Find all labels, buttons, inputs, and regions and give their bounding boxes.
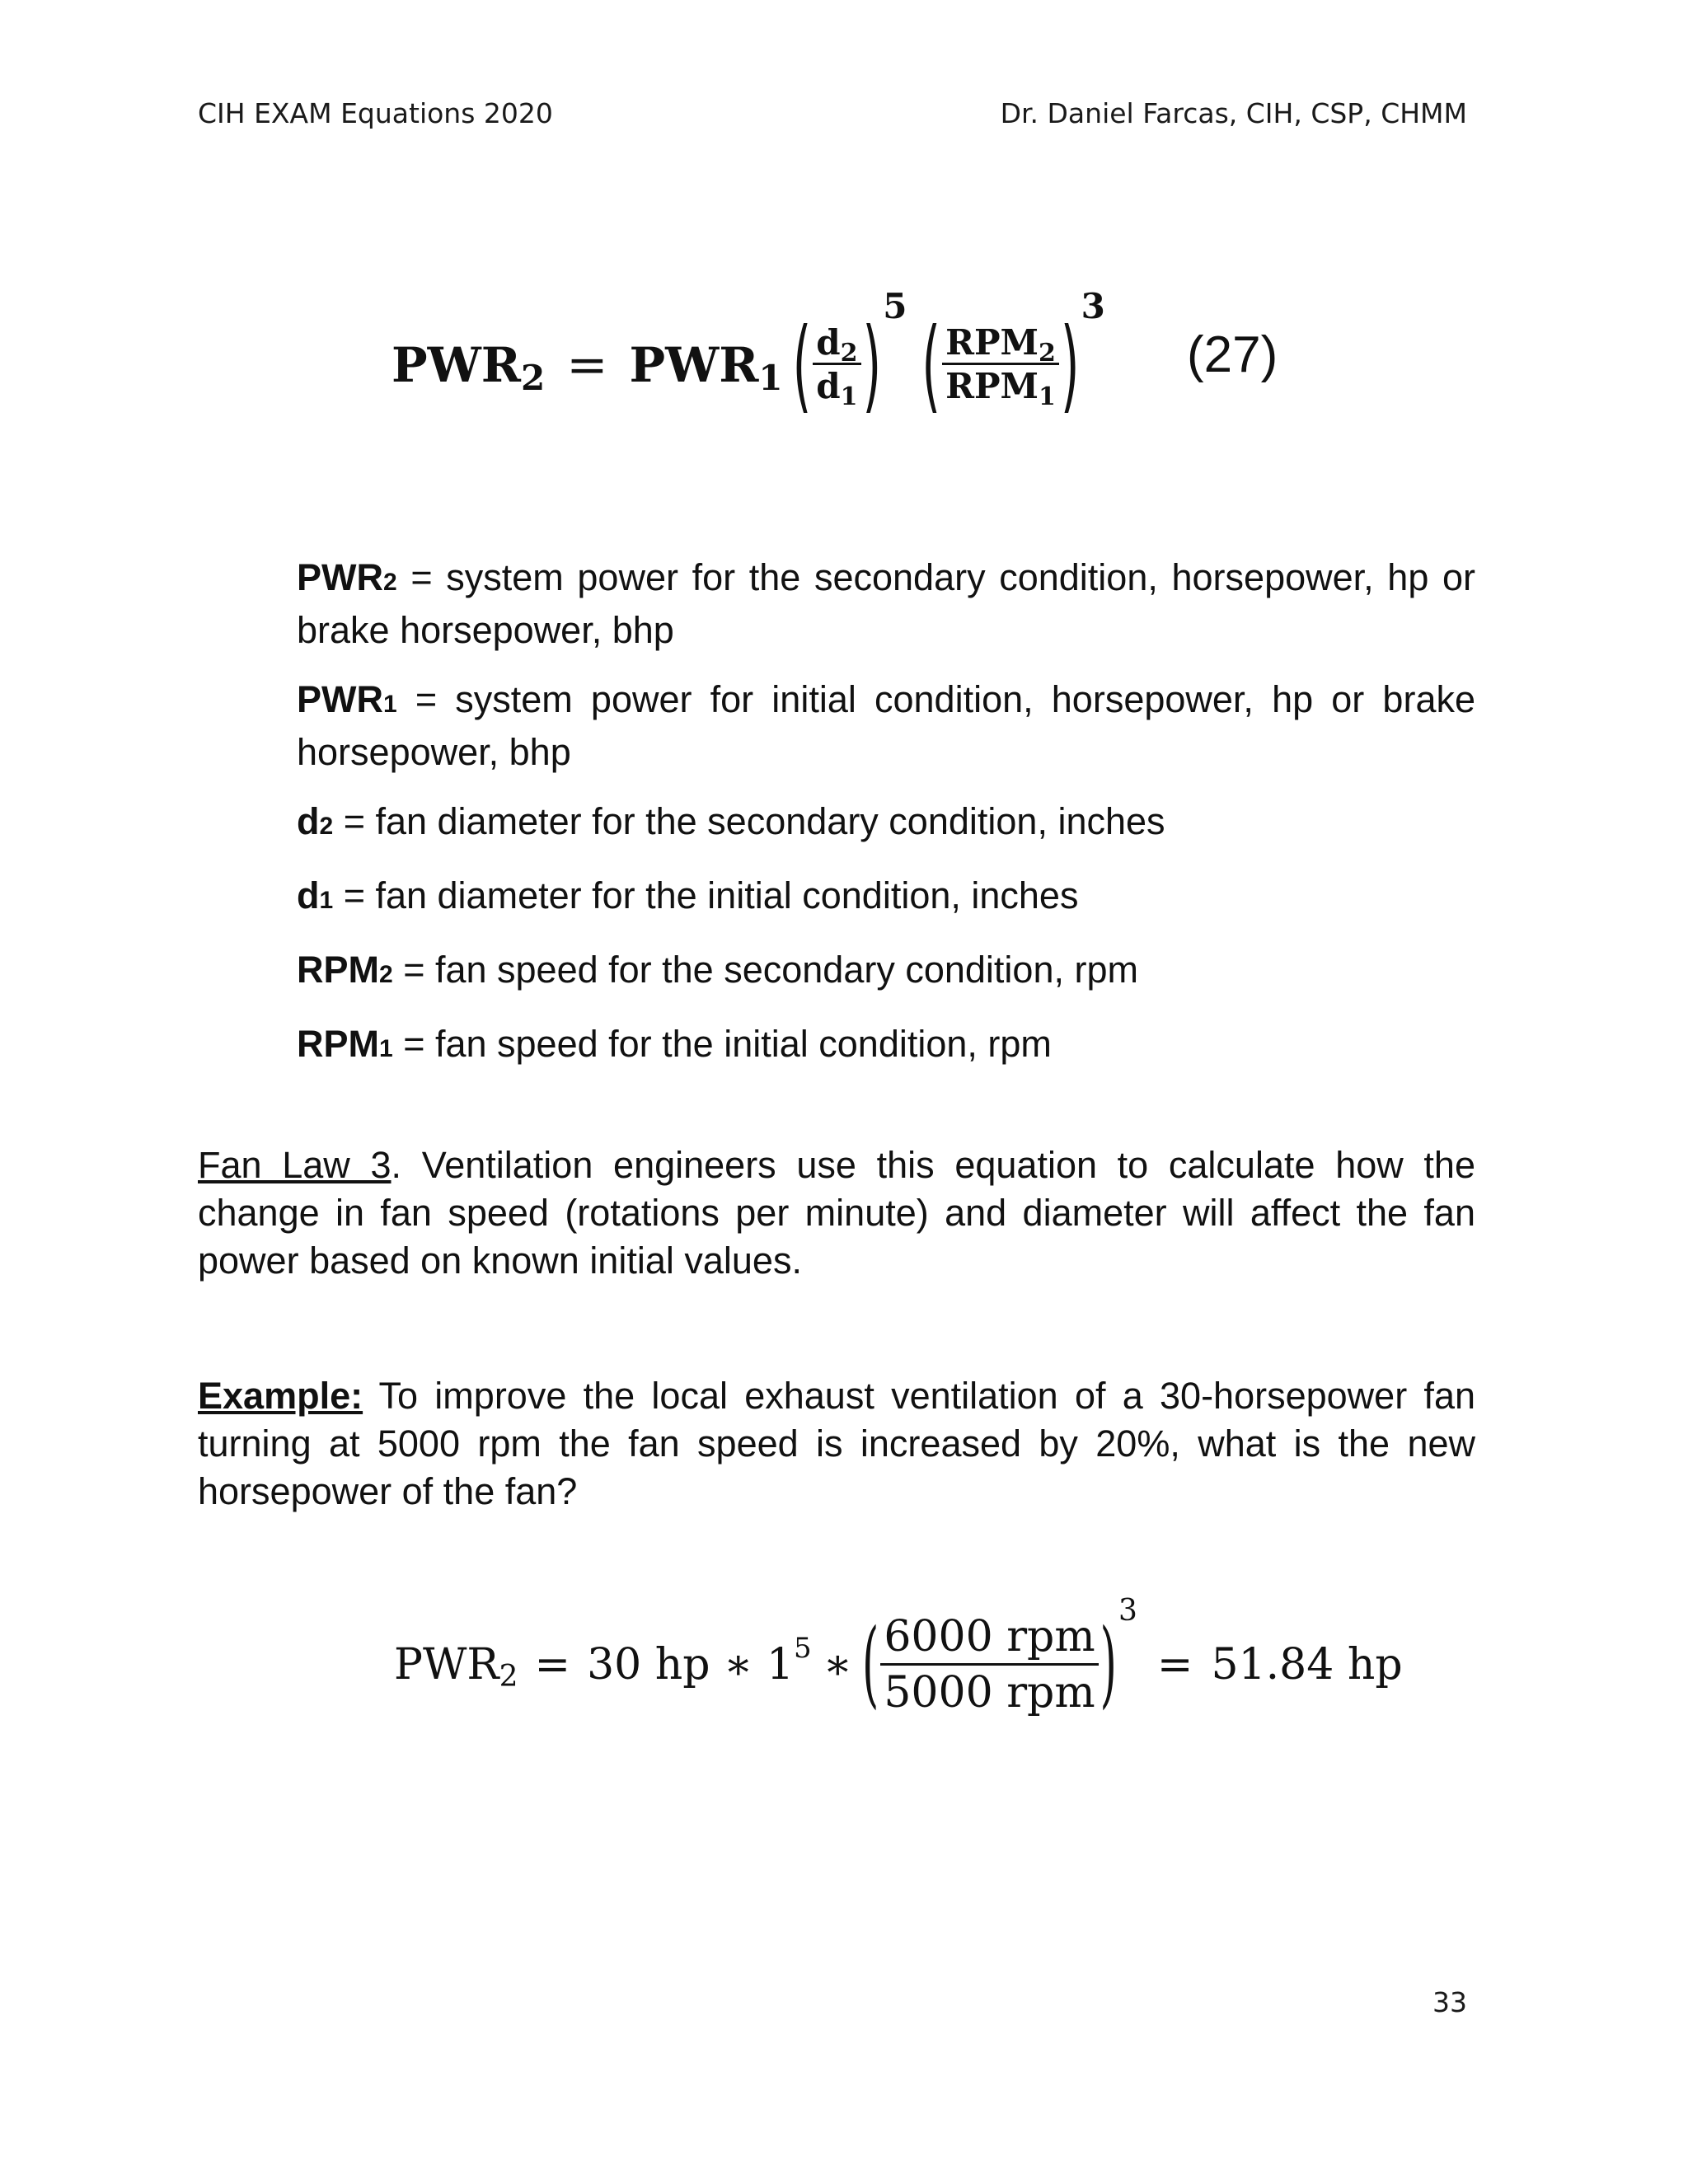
def-text: = fan speed for the secondary condition, rpm (392, 949, 1138, 991)
right-paren: ) (862, 306, 882, 424)
page-number: 33 (1432, 1986, 1467, 2018)
definition-item (297, 1020, 1475, 1073)
frac2-den-sub: 1 (1039, 382, 1056, 411)
ex-times: ∗ (823, 1640, 853, 1690)
frac1-den: d (816, 366, 841, 406)
eq27-rhs-sub: 1 (758, 358, 783, 398)
def-symbol: RPM (297, 1023, 379, 1065)
ex-equals: = (534, 1640, 571, 1690)
right-paren: ) (1100, 1610, 1117, 1719)
definition-item (297, 798, 1475, 851)
header-title: CIH EXAM Equations 2020 (198, 97, 553, 129)
eq27-lhs-sub: 2 (520, 358, 546, 398)
frac1-num: d (816, 321, 841, 363)
ex-frac-exponent: 3 (1118, 1594, 1137, 1628)
def-symbol: d (297, 800, 320, 842)
def-symbol: RPM (297, 949, 379, 991)
frac2-num-sub: 2 (1039, 338, 1056, 368)
ex-term1: 30 hp ∗ 1 (587, 1640, 795, 1690)
eq27-equals: = (566, 335, 608, 394)
fan-law-text: . Ventilation engineers use this equation to calculate how the change in fan speed (rotations per minute) and diameter will affect the fan power based on known initial values. (198, 1144, 1475, 1282)
frac1-den-sub: 1 (840, 382, 858, 411)
eq27-fraction-rpm (942, 321, 1059, 411)
ex-frac-den: 5000 rpm (884, 1667, 1095, 1718)
definition-item (297, 872, 1475, 925)
ex-fraction (880, 1611, 1098, 1718)
equation-number: (27) (1187, 326, 1278, 383)
example-paragraph (198, 1372, 1475, 1516)
example-text: To improve the local exhaust ventilation of a 30-horsepower fan turning at 5000 rpm the fan speed is increased by 20%, what is the new horsepower of the fan? (198, 1375, 1475, 1512)
left-paren: ( (862, 1610, 879, 1719)
page-header (198, 97, 1467, 129)
def-text: = fan speed for the initial condition, rpm (392, 1023, 1052, 1065)
ex-equals-2: = (1156, 1640, 1193, 1690)
fan-law-title: Fan Law 3 (198, 1144, 392, 1186)
def-sub: 1 (383, 691, 397, 718)
def-symbol: PWR (297, 556, 383, 598)
frac1-num-sub: 2 (840, 338, 858, 368)
right-paren: ) (1060, 306, 1080, 424)
definition-item (297, 676, 1475, 776)
frac2-exponent: 3 (1081, 286, 1105, 326)
variable-definitions (297, 554, 1475, 1094)
left-paren: ( (921, 306, 941, 424)
eq27-fraction-diameter (813, 321, 860, 411)
example-label: Example: (198, 1375, 363, 1417)
equation-27 (392, 286, 1118, 437)
fan-law-paragraph (198, 1141, 1475, 1285)
def-sub: 2 (379, 961, 393, 988)
frac1-exponent: 5 (883, 286, 907, 326)
example-equation (394, 1594, 1403, 1731)
eq27-rhs: PWR (629, 336, 759, 393)
ex-lhs: PWR (394, 1640, 499, 1690)
header-author: Dr. Daniel Farcas, CIH, CSP, CHMM (1000, 97, 1467, 129)
frac2-den: RPM (945, 366, 1039, 406)
def-symbol: PWR (297, 678, 383, 720)
ex-term1-exp: 5 (794, 1632, 812, 1665)
ex-result: 51.84 hp (1211, 1640, 1403, 1690)
ex-frac-num: 6000 rpm (880, 1611, 1098, 1665)
def-sub: 1 (379, 1035, 393, 1062)
eq27-lhs: PWR (392, 336, 521, 393)
frac2-num: RPM (945, 321, 1039, 363)
def-sub: 1 (319, 887, 334, 914)
definition-item (297, 554, 1475, 654)
def-sub: 2 (383, 569, 397, 596)
def-symbol: d (297, 874, 320, 916)
def-text: = fan diameter for the secondary condition, inches (333, 800, 1165, 842)
left-paren: ( (792, 306, 812, 424)
def-text: = fan diameter for the initial condition, inches (333, 874, 1079, 916)
definition-item (297, 946, 1475, 999)
ex-lhs-sub: 2 (499, 1659, 518, 1694)
def-text: = system power for the secondary condition, horsepower, hp or brake horsepower, bhp (297, 556, 1475, 651)
def-text: = system power for initial condition, horsepower, hp or brake horsepower, bhp (297, 678, 1475, 773)
def-sub: 2 (319, 813, 334, 840)
